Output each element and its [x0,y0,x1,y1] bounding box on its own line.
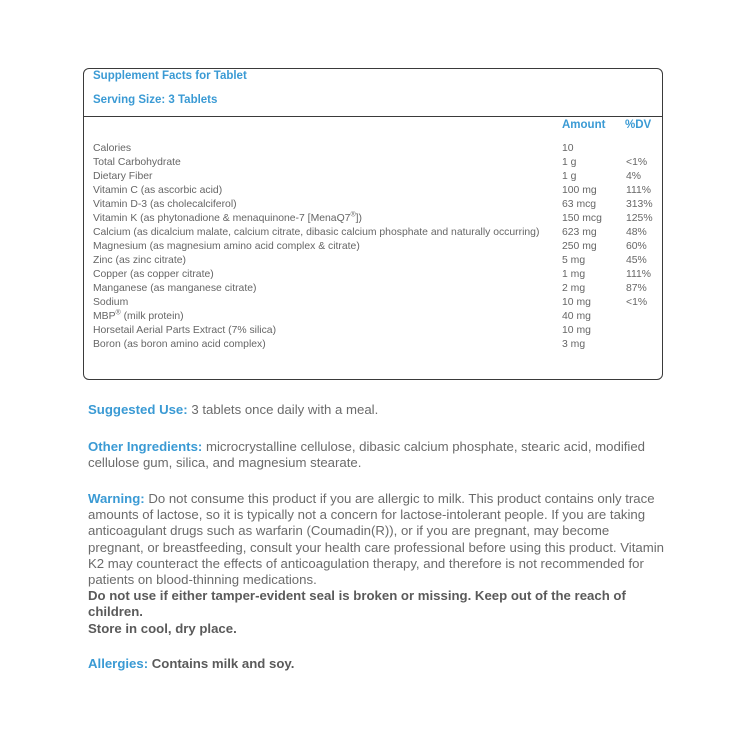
nutrient-name: Manganese (as manganese citrate) [93,283,257,294]
nutrient-dv: 313% [626,199,653,210]
nutrient-dv: 60% [626,241,647,252]
nutrient-dv: 111% [626,185,652,196]
warning [88,491,668,637]
facts-row [93,310,654,324]
facts-row [93,268,654,282]
allergies-text: Contains milk and soy. [148,656,295,671]
nutrient-amount: 2 mg [562,283,586,294]
facts-row [93,198,654,212]
facts-row [93,184,654,198]
nutrient-dv: <1% [626,297,648,308]
nutrient-name: Total Carbohydrate [93,157,181,168]
facts-row [93,324,654,338]
facts-row [93,254,654,268]
nutrient-amount: 1 g [562,171,577,182]
nutrient-dv: 125% [626,213,653,224]
facts-row [93,296,654,310]
nutrient-dv: 48% [626,227,647,238]
suggested-use-text: 3 tablets once daily with a meal. [187,402,379,417]
other-ingredients-text: microcrystalline cellulose, dibasic calcium phosphate, stearic acid, modified cellulose gum, silica, and magnesium stearate. [88,439,646,471]
nutrient-amount: 1 mg [562,269,586,280]
facts-rows [93,142,654,352]
facts-row [93,226,654,240]
nutrient-amount: 150 mcg [562,213,602,224]
nutrient-dv: <1% [626,157,648,168]
nutrient-amount: 623 mg [562,227,597,238]
nutrient-name: Zinc (as zinc citrate) [93,255,186,266]
nutrient-dv: 45% [626,255,647,266]
nutrient-name: Horsetail Aerial Parts Extract (7% silica) [93,325,277,336]
nutrient-amount: 10 [562,143,574,154]
facts-title: Supplement Facts for Tablet [93,70,247,82]
other-ingredients-label: Other Ingredients: [88,439,203,454]
facts-row [93,338,654,352]
suggested-use [88,402,668,418]
nutrient-name: Copper (as copper citrate) [93,269,214,280]
dv-column-header: %DV [625,119,652,131]
nutrient-name: Boron (as boron amino acid complex) [93,339,266,350]
facts-row [93,212,654,226]
nutrient-name: Vitamin K (as phytonadione & menaquinone-7 [MenaQ7®]) [93,211,362,224]
nutrient-amount: 63 mcg [562,199,597,210]
supplement-facts-panel [83,68,663,380]
nutrient-amount: 10 mg [562,325,591,336]
nutrient-amount: 1 g [562,157,577,168]
nutrient-amount: 3 mg [562,339,586,350]
nutrient-amount: 100 mg [562,185,597,196]
facts-row [93,170,654,184]
suggested-use-label: Suggested Use: [88,402,188,417]
nutrient-name: Dietary Fiber [93,171,153,182]
amount-column-header: Amount [562,119,606,131]
allergies [88,656,668,672]
facts-row [93,156,654,170]
nutrient-name: MBP® (milk protein) [93,309,184,322]
nutrient-amount: 250 mg [562,241,597,252]
warning-label: Warning: [88,491,145,506]
nutrient-name: Vitamin C (as ascorbic acid) [93,185,223,196]
other-ingredients [88,439,668,471]
tamper-warning: Do not use if either tamper-evident seal is broken or missing. Keep out of the reach of children. [88,588,626,620]
nutrient-amount: 40 mg [562,311,591,322]
storage-instructions: Store in cool, dry place. [88,620,237,636]
nutrient-name: Magnesium (as magnesium amino acid complex & citrate) [93,241,360,252]
facts-row [93,282,654,296]
nutrient-name: Vitamin D-3 (as cholecalciferol) [93,199,237,210]
facts-row [93,142,654,156]
nutrient-amount: 5 mg [562,255,586,266]
allergies-label: Allergies: [88,656,149,671]
warning-text: Do not consume this product if you are allergic to milk. This product contains only trace amounts of lactose, so it is typically not a concern for lactose-intolerant people. If you are taking anticoagulant drugs such as warfarin (Coumadin(R)), or if you are pregnant, may become pregnant, or breastfeeding, consult your health care professional before using this product. Vitamin K2 may counteract the effects of anticoagulation therapy, and therefore is not recommended for patients on blood-thinning medications. [88,491,664,588]
header-divider [84,116,662,117]
nutrient-name: Calories [93,143,132,154]
nutrient-dv: 4% [626,171,642,182]
nutrient-name: Calcium (as dicalcium malate, calcium citrate, dibasic calcium phosphate and naturally occurring) [93,227,540,238]
nutrient-amount: 10 mg [562,297,591,308]
nutrient-dv: 111% [626,269,652,280]
serving-size: Serving Size: 3 Tablets [93,94,218,106]
facts-row [93,240,654,254]
nutrient-dv: 87% [626,283,647,294]
nutrient-name: Sodium [93,297,129,308]
